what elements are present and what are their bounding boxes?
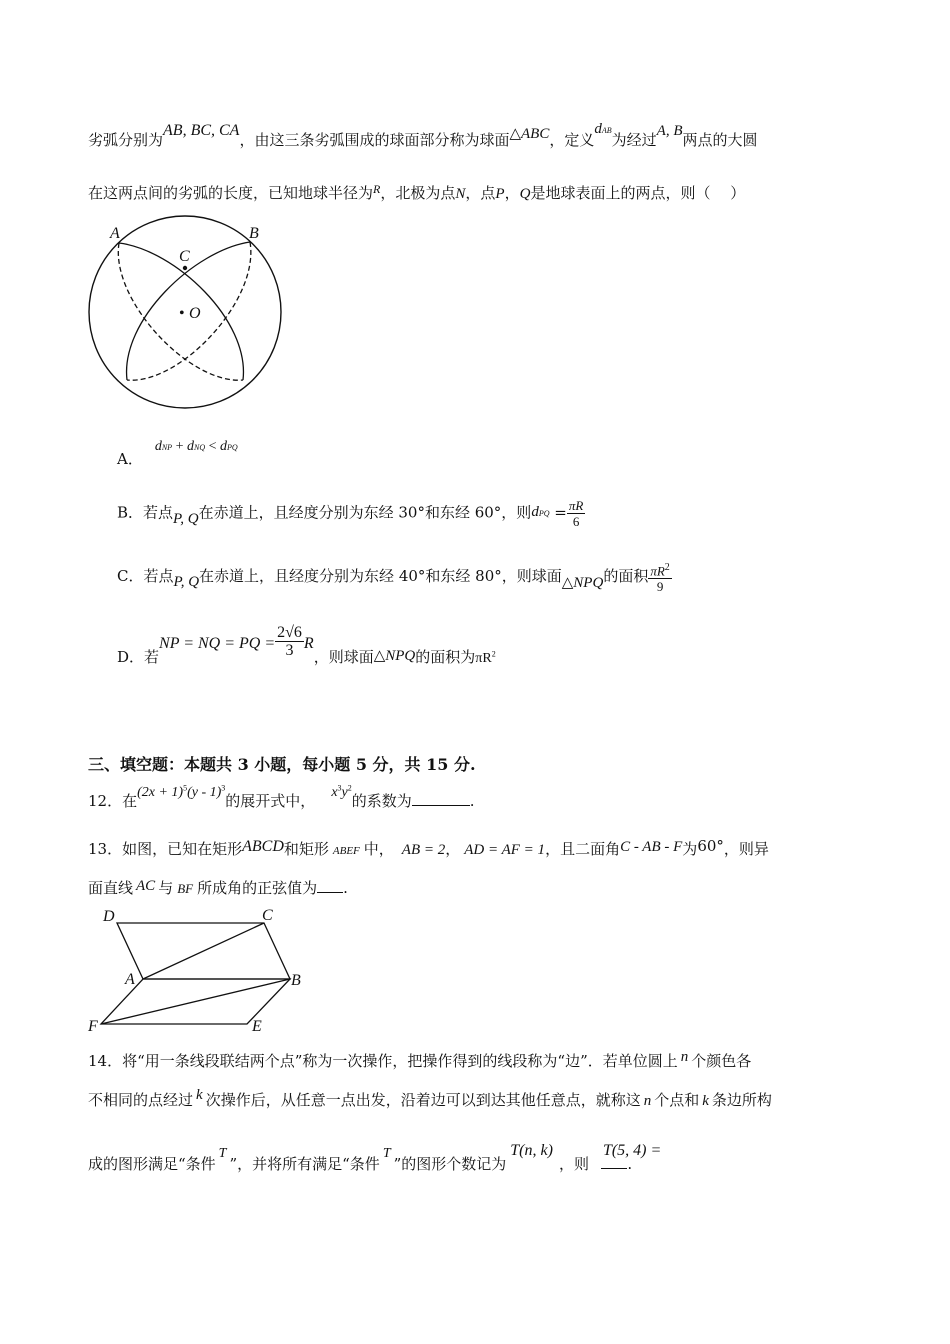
label-a2: A [125,971,135,988]
text: 在赤道上，且经度分别为东经 30°和东经 60°，则 [198,503,532,522]
option-label: A． [117,450,143,468]
two: 2 [277,624,286,641]
label-e2: E [252,1018,262,1035]
text: 中， [363,840,394,858]
text: ，定义 [549,131,595,149]
dihedral-angle: C - AB - F [620,839,683,855]
option-c [117,560,672,594]
d: d [594,121,602,137]
sub: NP [161,443,173,452]
option-b [117,498,585,529]
supx: 3 [337,783,342,793]
n: N [455,186,466,202]
k: k [702,1093,709,1109]
r: R [303,634,314,652]
label-d2: D [103,908,115,925]
ad-af-eq: AD = AF = 1 [464,842,546,858]
text: 13．如图，已知在矩形 [88,840,243,858]
text: 的面积为 [415,647,476,666]
text: ”，并将所有满足“条件 [229,1155,380,1173]
point-c-dot [183,266,187,270]
text: 个颜色各 [691,1052,752,1070]
triangle-abc: △ABC [509,126,550,142]
text: 是地球表面上的两点，则（ ） [530,184,746,202]
d: d [154,439,162,454]
answer-blank[interactable] [412,791,470,806]
pi-r: πR [475,650,492,666]
ab-eq: AB = 2 [401,842,446,858]
sup: 2 [491,648,496,658]
label-f2: F [88,1018,98,1035]
text: 的面积 [603,567,649,586]
t-n-k: T(n, k) [510,1142,553,1159]
numerator: πR [568,498,584,513]
text: 个点和 [654,1091,700,1109]
text: 成的图形满足“条件 [88,1155,216,1173]
numerator [648,560,671,579]
text: ，则异 [723,840,769,858]
option-a-math [155,439,238,454]
label-b: B [249,225,259,242]
sub: PQ [227,443,238,452]
text: ，由这三条劣弧围成的球面部分称为球面 [239,131,510,149]
question-14-line-3 [88,1142,662,1174]
text: ，北极为点 [380,184,456,202]
text: 两点的大圆 [682,131,758,149]
text: 条边所构 [711,1091,772,1109]
text: 的展开式中， [225,792,316,810]
text: 不相同的点经过 [88,1091,194,1109]
sphere-outline [89,216,281,408]
sub: PQ [538,508,550,518]
arcs-math: AB, BC, CA [163,122,240,139]
option-label: C．若点 [117,567,174,586]
plus: + [175,439,184,454]
d: d [220,439,228,454]
section-3-heading: 三、填空题：本题共 3 小题，每小题 5 分，共 15 分. [88,755,476,774]
denominator: 6 [572,514,580,529]
label-o: O [189,305,201,322]
bf: BF [177,881,194,896]
k: k [196,1087,203,1103]
text: 所成角的正弦值为 [197,879,318,897]
period: . [627,1155,633,1173]
sup: 2 [664,562,670,573]
supy: 2 [347,783,352,793]
period: . [469,792,475,810]
option-a [117,439,238,468]
option-label: B．若点 [117,503,174,522]
n: n [680,1049,689,1065]
equalities: NP = NQ = PQ = [159,634,276,652]
question-13-line-2 [88,877,348,898]
t: T [218,1146,227,1161]
label-b2: B [291,972,301,989]
numerator [275,624,304,642]
label-o-dot: • [179,305,185,322]
text: 14．将“用一条线段联结两个点”称为一次操作，把操作得到的线段称为“边”．若单位圆上 [88,1052,678,1070]
text: 为 [682,840,698,858]
sup1: 5 [183,783,188,793]
n: n [643,1093,652,1109]
answer-blank[interactable] [317,878,343,893]
fraction [275,624,304,659]
fraction [648,560,671,594]
period: . [343,879,348,897]
d: d [531,503,539,520]
sub: NQ [193,443,206,452]
text: 的系数为 [351,792,412,810]
text: ，点 [465,184,496,202]
abcd: ABCD [242,838,284,855]
abef: ABEF [332,845,360,857]
fraction [567,498,585,529]
triangle-npq: △NPQ [561,575,604,592]
expr1: (2x + 1) [137,785,184,800]
text: 12．在 [88,792,138,810]
text: 在这两点间的劣弧的长度，已知地球半径为 [88,184,374,202]
triangle-npq: △NPQ [373,647,416,664]
segment-ac [143,923,264,979]
eq: = [554,503,567,522]
q: Q [519,186,531,202]
text: ”的图形个数记为 [393,1155,507,1173]
root6: √6 [285,624,302,641]
pq: P, Q [173,574,200,591]
text: ，则 [558,1155,589,1173]
denominator: 3 [285,642,294,659]
text: ， [504,184,520,202]
t-5-4: T(5, 4) = [602,1142,662,1159]
question-14-line-2 [88,1089,772,1110]
ac: AC [136,878,156,894]
text: 面直线 [88,879,134,897]
text: 和矩形 [283,840,329,858]
text: 劣弧分别为 [88,131,164,149]
a-b: A, B [656,123,683,139]
pq: P, Q [173,510,199,527]
denominator: 9 [656,579,664,595]
option-label: D．若 [117,647,160,666]
text: ，且二面角 [545,840,621,858]
text: 在赤道上，且经度分别为东经 40°和东经 80°，则球面 [199,567,562,586]
monomial [331,785,351,800]
num-text: πR [650,563,665,579]
lt: < [208,439,217,454]
y: y [341,785,348,800]
area-value [475,648,496,666]
d-pq [531,504,549,520]
sup2: 3 [221,783,226,793]
x: x [331,785,338,800]
d: d [186,439,194,454]
question-13-line-1 [88,838,769,859]
t: T [382,1146,391,1161]
text: ，则球面 [313,647,374,666]
r: R [373,182,381,196]
p: P [495,186,505,202]
label-a: A [110,225,120,242]
label-c: C [179,248,190,265]
text: 为经过 [611,131,657,149]
sub: AB [601,126,612,135]
expression [137,785,225,800]
text: 与 [158,879,174,897]
text: ， [445,840,461,858]
expr2: (y - 1) [187,785,222,800]
question-12 [88,783,475,811]
degree: 60° [697,837,724,855]
text: 次操作后，从任意一点出发，沿着边可以到达其他任意点，就称这 [205,1091,641,1109]
label-c2: C [262,907,273,924]
question-14-line-1 [88,1050,751,1071]
